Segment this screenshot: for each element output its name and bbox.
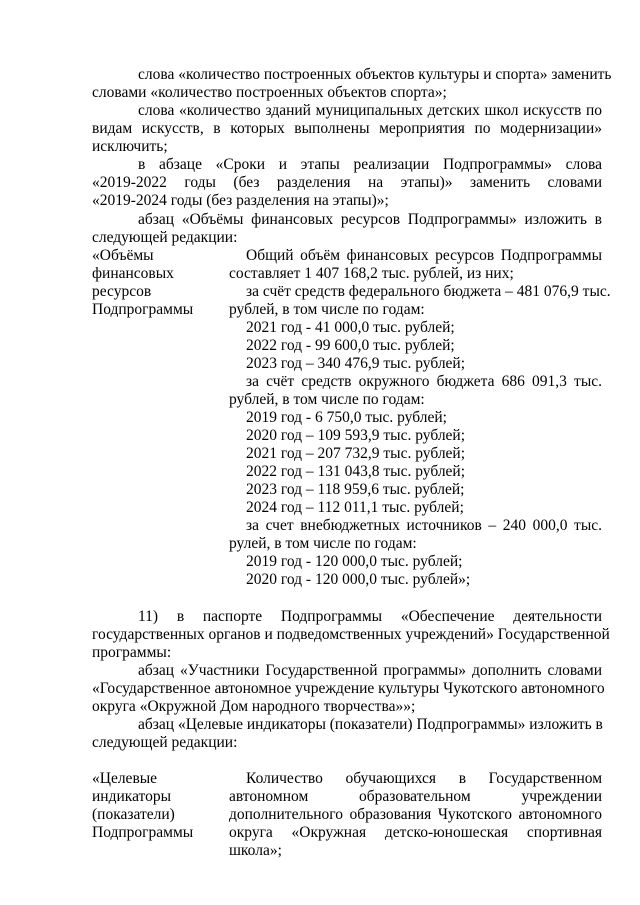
table-label: «Объёмы — [92, 247, 154, 264]
table-text: 2019 год - 120 000,0 тыс. рублей; — [246, 553, 463, 570]
text-line: следующей редакции: — [92, 229, 238, 246]
table-text: школа»; — [229, 842, 282, 859]
text-line: слова «количество построенных объектов культуры и спорта» заменить — [138, 66, 612, 83]
text-line: округа «Окружной Дом народного творчества»»; — [92, 698, 416, 715]
table-label: ресурсов — [92, 283, 152, 300]
text-line: исключить; — [92, 138, 168, 155]
text-line: «2019-2022 годы (без разделения на этапы)» заменить словами — [92, 174, 602, 191]
table-text: 2022 год – 131 043,8 тыс. рублей; — [246, 463, 466, 480]
table-label: индикаторы — [92, 788, 172, 805]
table-text: рублей, в том числе по годам: — [229, 391, 425, 408]
table-text: 2023 год – 340 476,9 тыс. рублей; — [246, 355, 466, 372]
text-line: абзац «Участники Государственной программы» дополнить словами — [138, 662, 602, 679]
table-label: «Целевые — [92, 770, 158, 787]
table-text: составляет 1 407 168,2 тыс. рублей, из них; — [229, 265, 514, 282]
table-text: рублей, в том числе по годам: — [229, 301, 425, 318]
table-text: 2022 год - 99 600,0 тыс. рублей; — [246, 337, 455, 354]
text-line: в абзаце «Сроки и этапы реализации Подпрограммы» слова — [138, 156, 602, 173]
table-text: автономном образовательном учреждении — [229, 788, 602, 805]
text-line: программы: — [92, 644, 172, 661]
table-label: финансовых — [92, 265, 174, 282]
text-line: абзац «Целевые индикаторы (показатели) Подпрограммы» изложить в — [138, 716, 603, 733]
table-label: Подпрограммы — [92, 824, 194, 841]
table-text: дополнительного образования Чукотского автономного — [229, 806, 602, 823]
text-line: слова «количество зданий муниципальных детских школ искусств по — [138, 102, 602, 119]
text-line: «Государственное автономное учреждение культуры Чукотского автономного — [92, 680, 605, 697]
table-text: за счёт средств окружного бюджета 686 091,3 тыс. — [246, 373, 602, 390]
text-line: государственных органов и подведомственных учреждений» Государственной — [92, 626, 610, 643]
table-text: Общий объём финансовых ресурсов Подпрограммы — [246, 247, 602, 264]
table-text: 2020 год - 120 000,0 тыс. рублей»; — [246, 571, 471, 588]
table-text: 2019 год - 6 750,0 тыс. рублей; — [246, 409, 447, 426]
text-line: абзац «Объёмы финансовых ресурсов Подпрограммы» изложить в — [138, 211, 602, 228]
table-text: за счёт средств федерального бюджета – 481 076,9 тыс. — [246, 283, 611, 300]
table-text: Количество обучающихся в Государственном — [246, 770, 602, 787]
text-line: видам искусств, в которых выполнены мероприятия по модернизации» — [92, 120, 602, 137]
table-label: Подпрограммы — [92, 301, 194, 318]
table-text: 2021 год – 207 732,9 тыс. рублей; — [246, 445, 466, 462]
text-line: словами «количество построенных объектов спорта»; — [92, 84, 447, 101]
table-text: округа «Окружная детско-юношеская спортивная — [229, 824, 602, 841]
text-line: «2019-2024 годы (без разделения на этапы)»; — [92, 192, 389, 209]
table-text: за счет внебюджетных источников – 240 000,0 тыс. — [246, 517, 602, 534]
table-text: 2023 год – 118 959,6 тыс. рублей; — [246, 481, 465, 498]
table-label: (показатели) — [92, 806, 175, 823]
table-text: 2024 год – 112 011,1 тыс. рублей; — [246, 499, 464, 516]
table-text: 2020 год – 109 593,9 тыс. рублей; — [246, 427, 466, 444]
text-line: следующей редакции: — [92, 734, 238, 751]
text-line: 11) в паспорте Подпрограммы «Обеспечение деятельности — [138, 608, 602, 625]
table-text: 2021 год - 41 000,0 тыс. рублей; — [246, 319, 455, 336]
table-text: рулей, в том числе по годам: — [229, 535, 417, 552]
